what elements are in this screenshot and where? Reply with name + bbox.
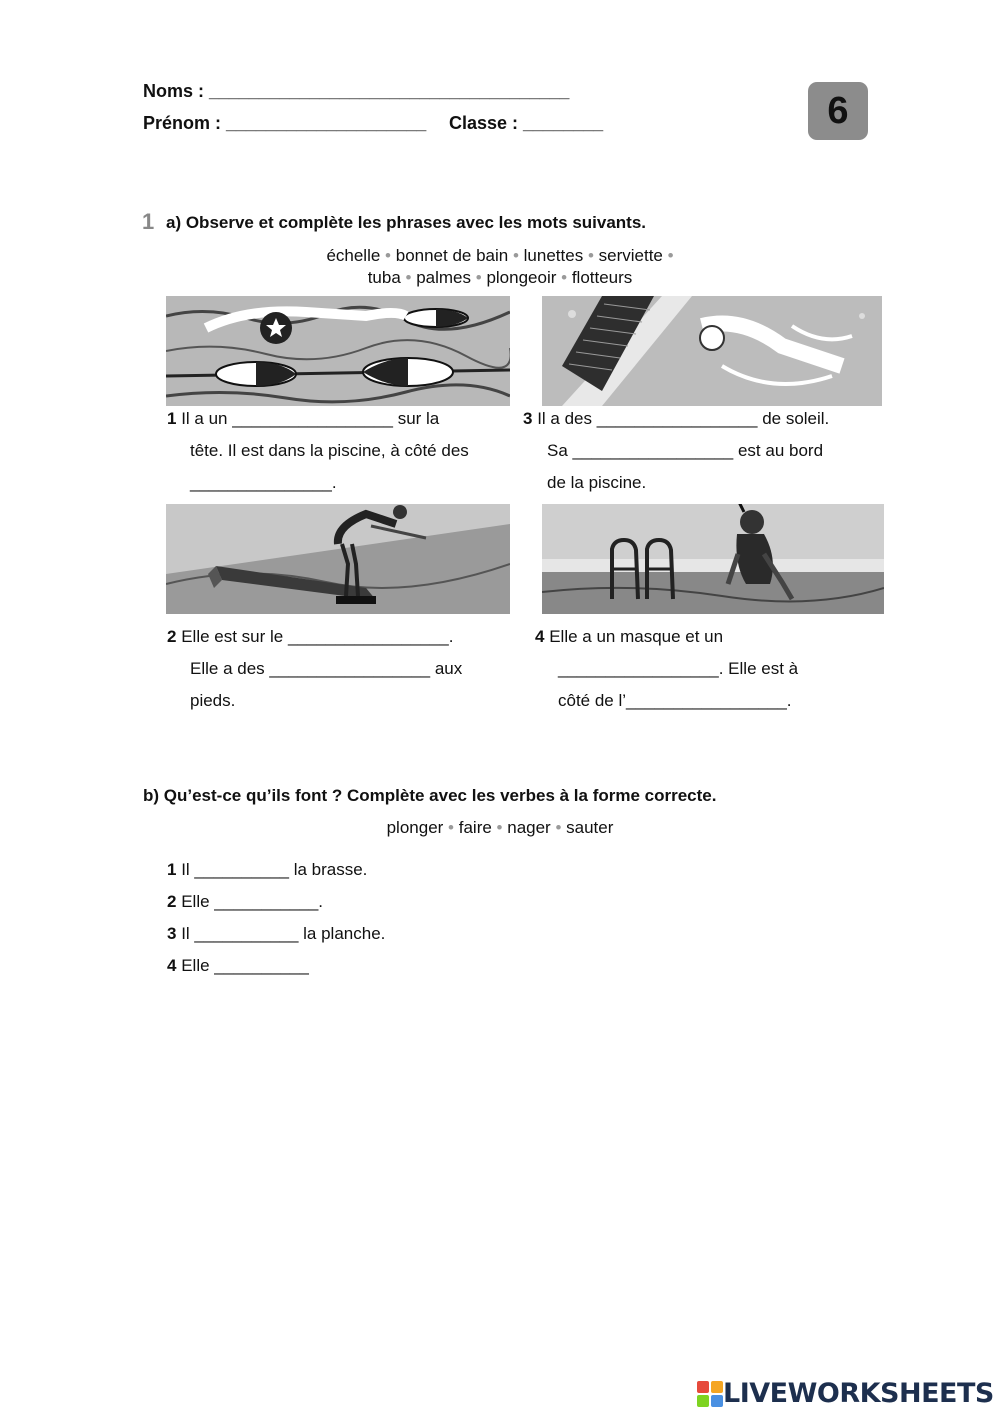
item-a1-text[interactable]: Il a un _________________ sur la [181,409,440,428]
snorkel-girl-picture [542,504,884,614]
swimmer-picture [166,296,510,406]
item-b3-number: 3 [167,924,177,943]
item-b4-number: 4 [167,956,177,975]
word-palmes: palmes [416,268,472,287]
item-b1 [167,860,367,880]
item-a3-text[interactable]: Il a des _________________ de soleil. [537,409,830,428]
word-flotteurs: flotteurs [571,268,633,287]
item-a1-line2: tête. Il est dans la piscine, à côté des [190,441,469,460]
word-serviette: serviette [598,246,663,265]
item-a3-line3: de la piscine. [547,473,647,492]
verb-faire: faire [458,818,492,837]
word-bank-a-line2 [250,267,750,289]
item-b2-text[interactable]: Elle ___________. [181,892,323,911]
separator: • [405,268,412,287]
separator: • [587,246,594,265]
item-a4-text: Elle a un masque et un [549,627,724,646]
word-tuba: tuba [367,268,401,287]
unit-number-badge: 6 [808,82,868,140]
separator: • [667,246,674,265]
separator: • [475,268,482,287]
part-a-instruction: a) Observe et complète les phrases avec les mots suivants. [166,213,647,232]
sunbather-picture [542,296,882,406]
classe-field[interactable]: Classe : ________ [449,113,604,133]
item-b2 [167,892,323,912]
logo-text: LIVEWORKSHEETS [723,1378,994,1409]
noms-field[interactable]: Noms : ____________________________________ [143,81,570,101]
item-a4-line2[interactable]: _________________. Elle est à [558,659,799,678]
item-b4-text[interactable]: Elle __________ [181,956,309,975]
prenom-field[interactable]: Prénom : ____________________ [143,113,427,133]
part-b-instruction: b) Qu’est-ce qu’ils font ? Complète avec les verbes à la forme correcte. [143,786,717,805]
item-b3-text[interactable]: Il ___________ la planche. [181,924,386,943]
exercise-number: 1 [142,209,155,234]
word-lunettes: lunettes [523,246,584,265]
word-plongeoir: plongeoir [486,268,557,287]
item-a2-line1 [167,627,453,647]
item-a2-line3: pieds. [190,691,236,710]
item-a2-number: 2 [167,627,177,646]
word-bonnet: bonnet de bain [395,246,509,265]
word-bank-a [250,245,750,289]
separator: • [555,818,562,837]
item-a2-text[interactable]: Elle est sur le _________________. [181,627,454,646]
item-b1-text[interactable]: Il __________ la brasse. [181,860,368,879]
item-a2-line2[interactable]: Elle a des _________________ aux [190,659,463,678]
verb-bank [250,817,750,839]
item-a1-line3[interactable]: _______________. [190,473,337,492]
item-a1-line1 [167,409,439,429]
logo-mark-icon [697,1381,723,1407]
liveworksheets-logo[interactable] [697,1378,994,1409]
item-a4-line3[interactable]: côté de l’_________________. [558,691,792,710]
item-a4-line1 [535,627,723,647]
item-a4-number: 4 [535,627,545,646]
item-b2-number: 2 [167,892,177,911]
word-echelle: échelle [326,246,381,265]
item-a3-line2[interactable]: Sa _________________ est au bord [547,441,824,460]
word-bank-a-line1 [250,245,750,267]
item-a1-number: 1 [167,409,177,428]
separator: • [496,818,503,837]
separator: • [385,246,391,265]
separator: • [448,818,454,837]
verb-nager: nager [507,818,551,837]
item-b1-number: 1 [167,860,177,879]
separator: • [561,268,568,287]
verb-plonger: plonger [386,818,444,837]
diver-picture [166,504,510,614]
item-b3 [167,924,385,944]
verb-sauter: sauter [566,818,614,837]
item-a3-line1 [523,409,829,429]
item-a3-number: 3 [523,409,533,428]
separator: • [512,246,519,265]
item-b4 [167,956,309,976]
